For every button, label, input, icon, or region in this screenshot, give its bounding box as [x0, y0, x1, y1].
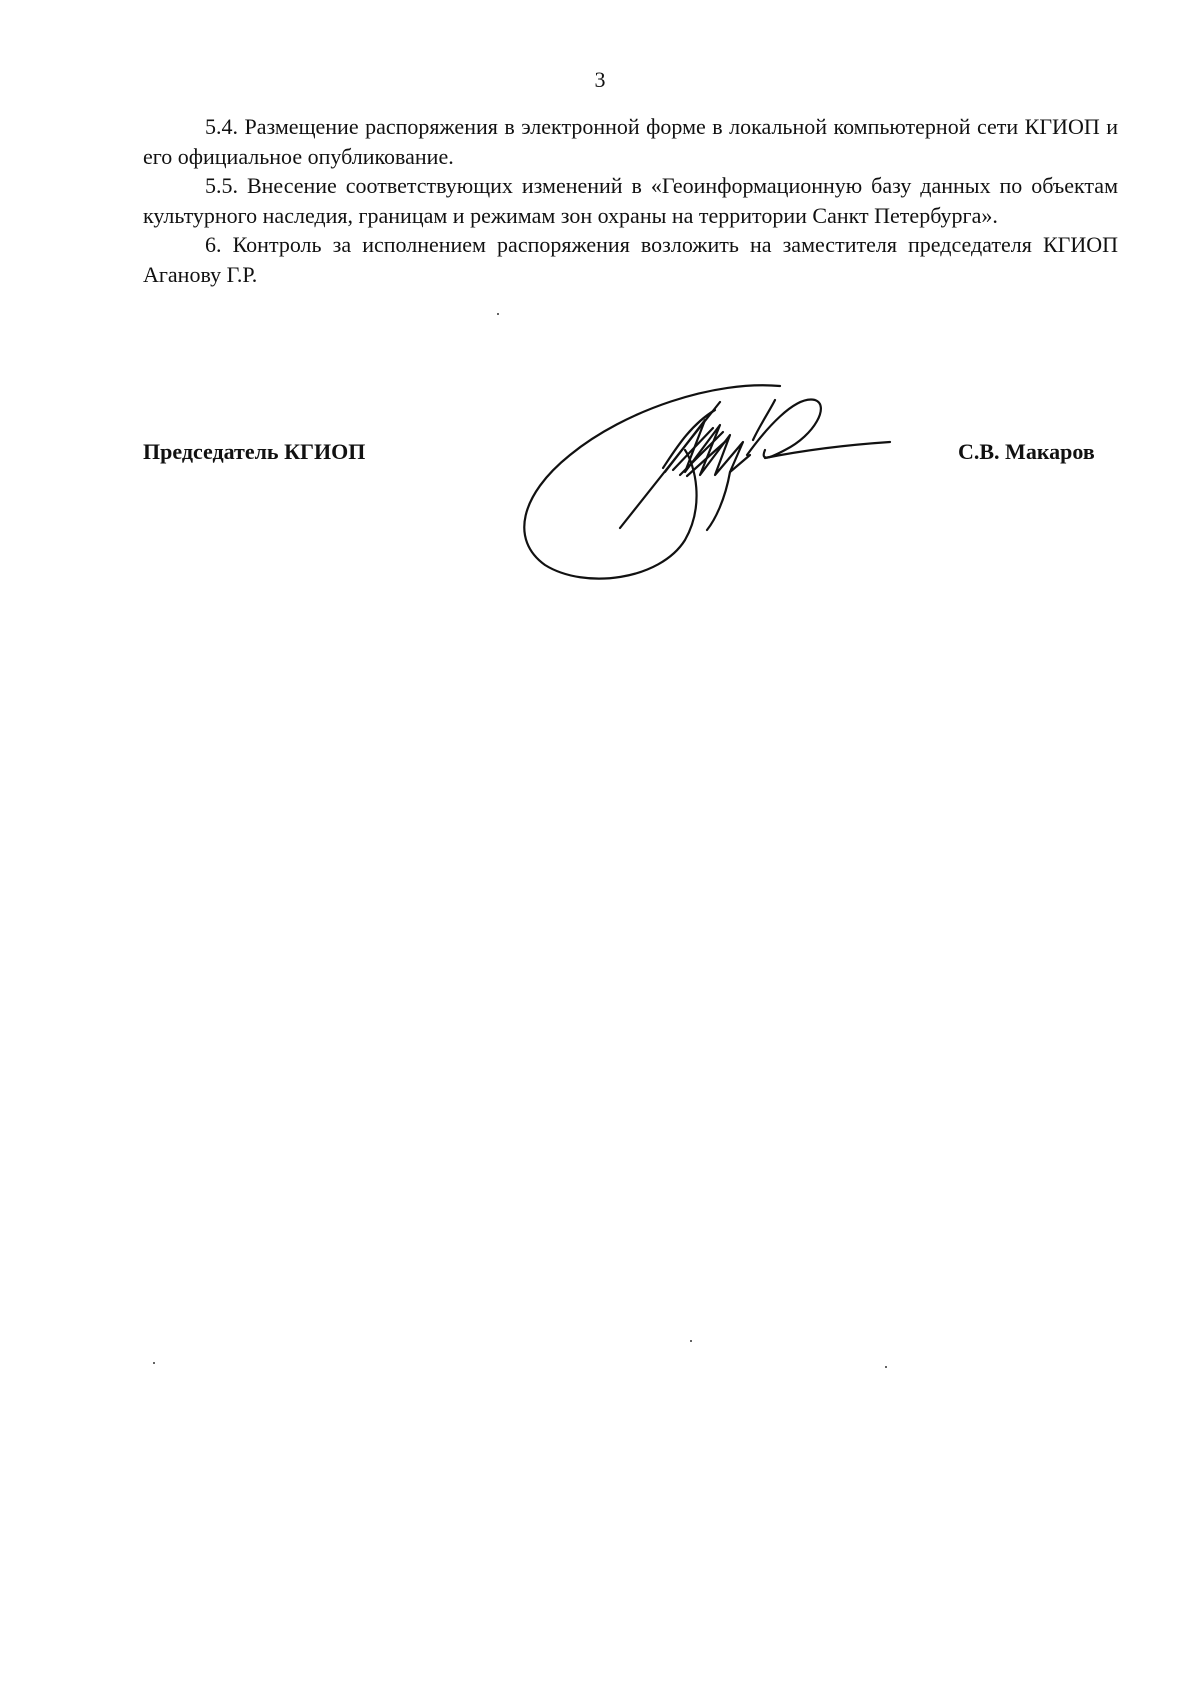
handwritten-signature	[515, 380, 935, 590]
signatory-title: Председатель КГИОП	[143, 439, 366, 464]
scan-speck	[153, 1362, 155, 1364]
scan-speck	[497, 313, 499, 315]
page-number: 3	[594, 67, 606, 92]
scan-speck	[885, 1366, 887, 1368]
paragraph-6: 6. Контроль за исполнением распоряжения возложить на заместителя председателя КГИОП Аганову Г.Р.	[143, 232, 1118, 287]
signatory-name: С.В. Макаров	[958, 439, 1095, 464]
scan-speck	[690, 1340, 692, 1342]
paragraph-5-5: 5.5. Внесение соответствующих изменений в «Геоинформационную базу данных по объектам культурного наследия, границам и режимам зон охраны на территории Санкт Петербурга».	[143, 173, 1118, 228]
document-body	[143, 112, 1118, 289]
paragraph-5-4: 5.4. Размещение распоряжения в электронной форме в локальной компьютерной сети КГИОП и его официальное опубликование.	[143, 114, 1118, 169]
